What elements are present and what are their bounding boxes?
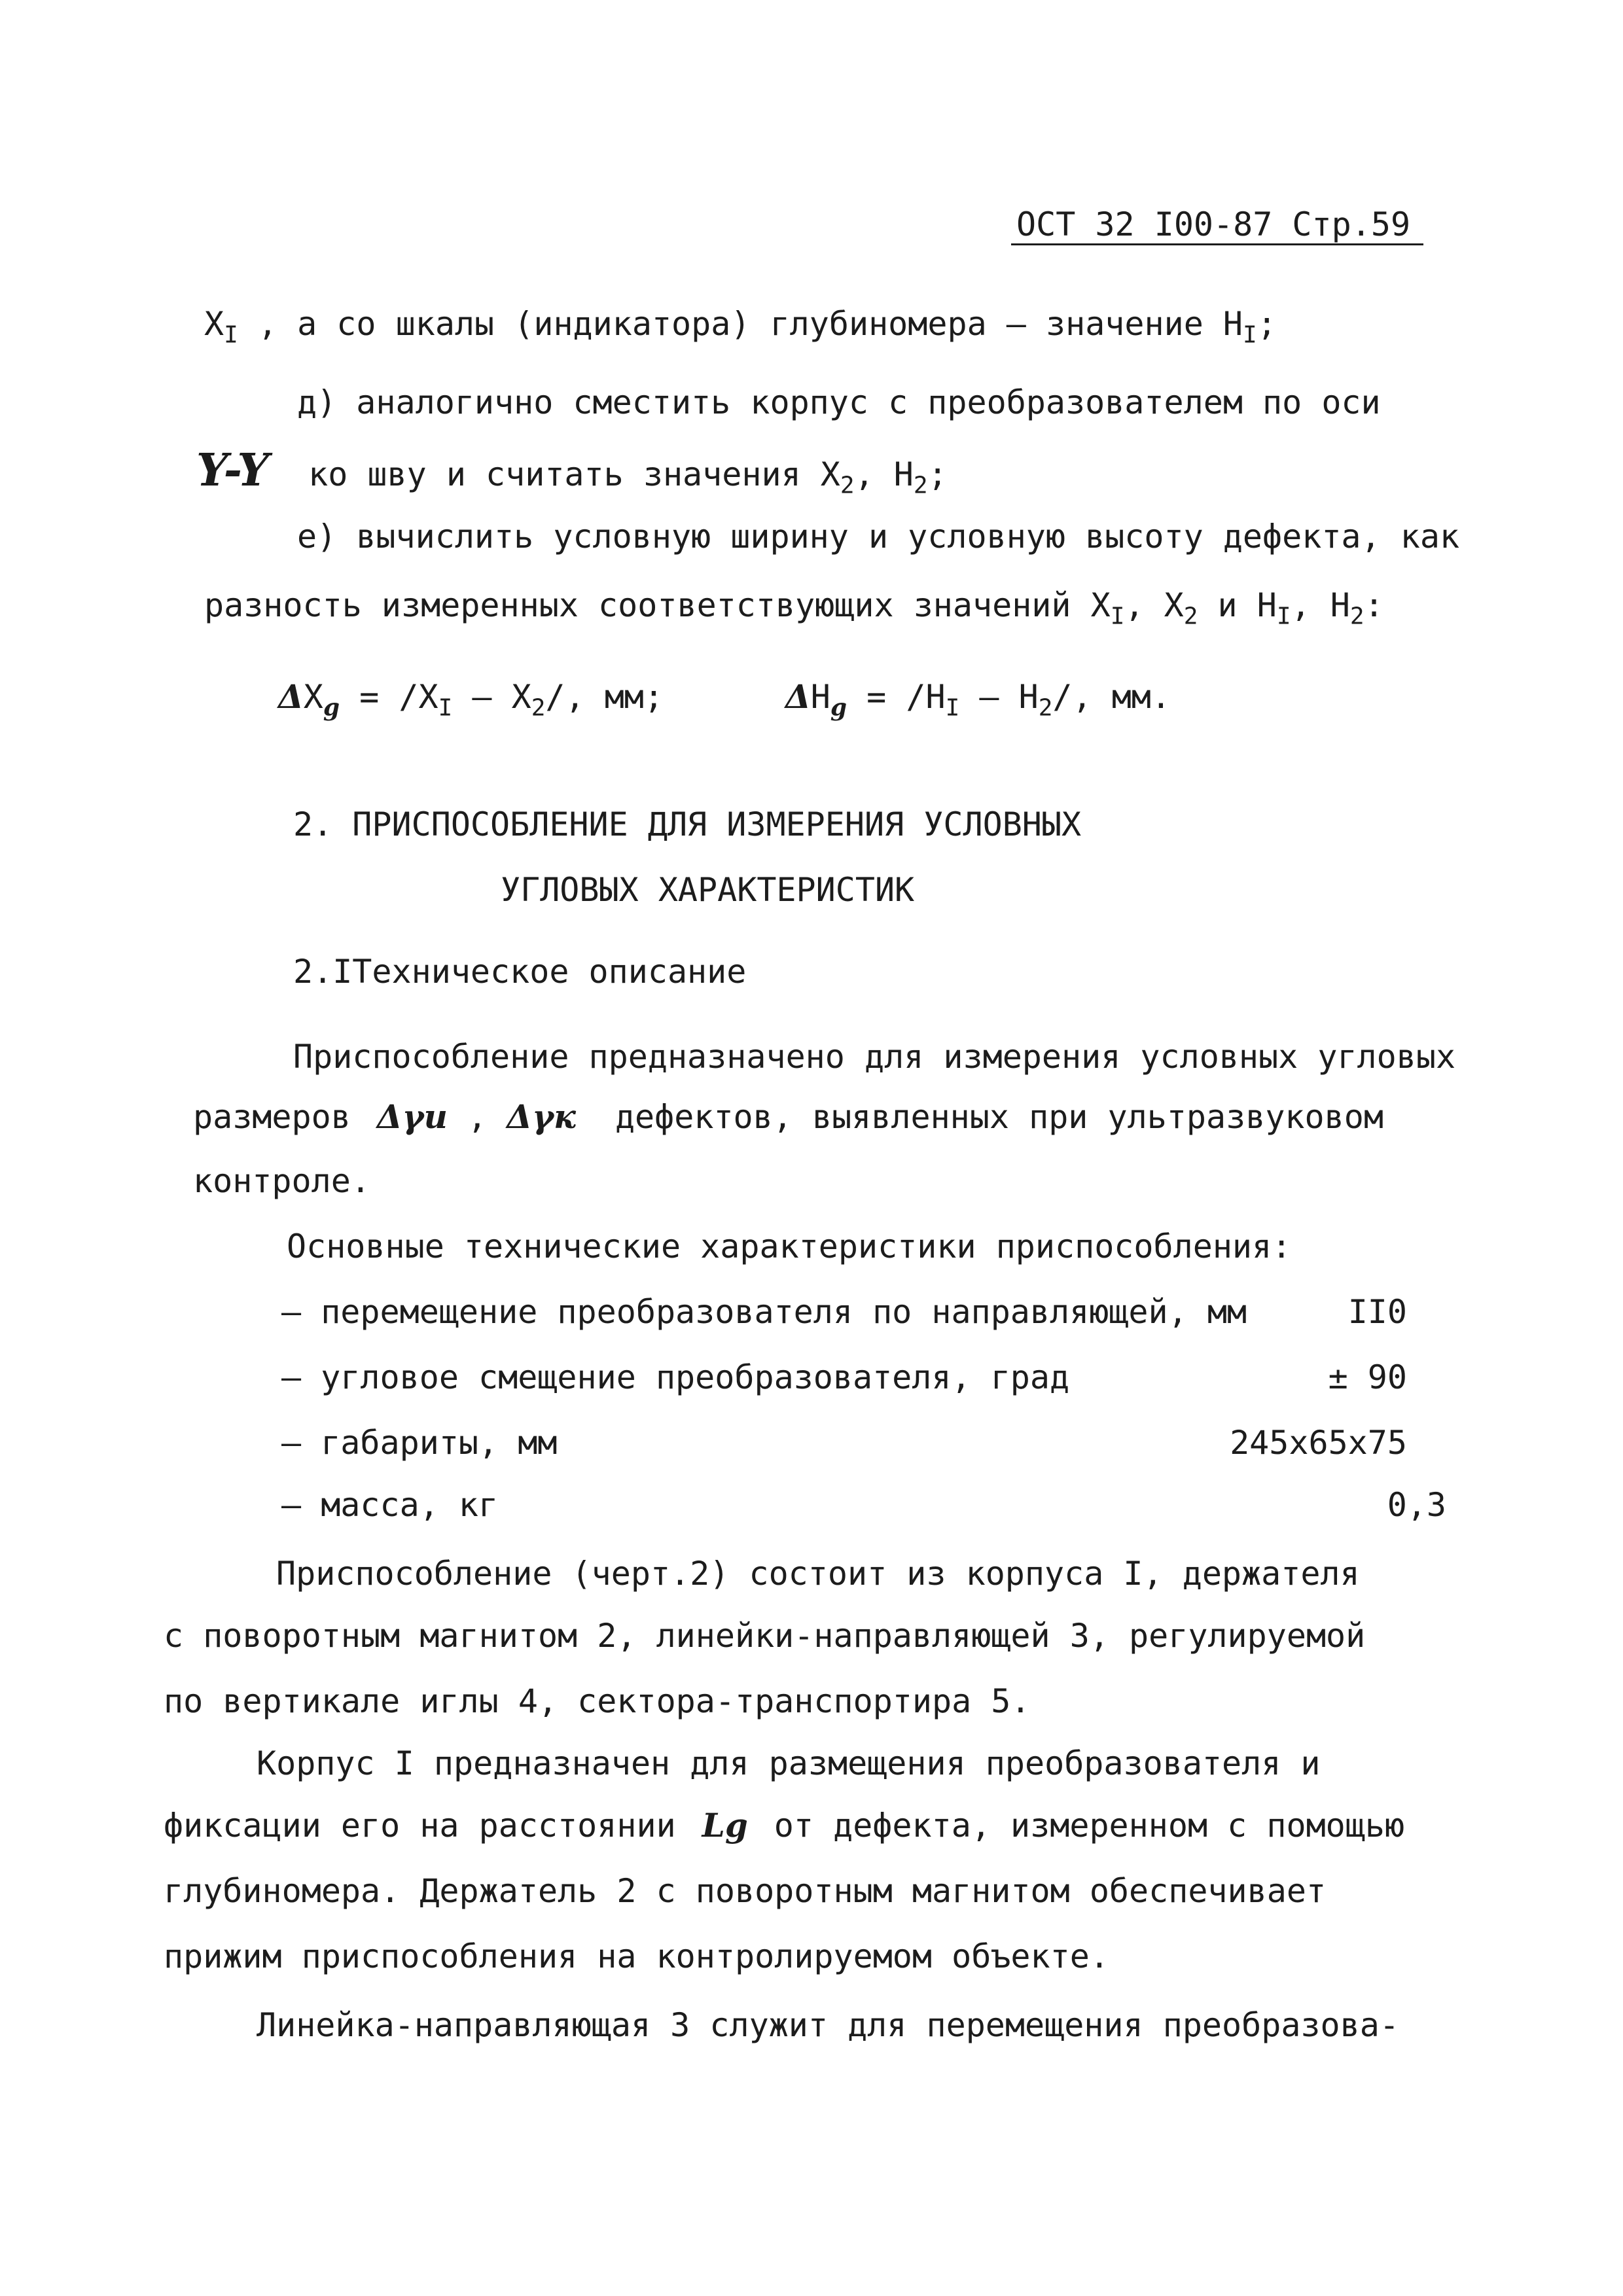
header-underline [1011, 243, 1423, 245]
spec-value: 0,3 [1387, 1486, 1446, 1524]
distance-symbol: Lg [702, 1806, 748, 1845]
spec-value: ± 90 [1328, 1358, 1407, 1396]
spec-value: II0 [1347, 1293, 1407, 1331]
text-line: $X_I$ , а со шкалы (индикатора) глубиномера – значение $H_I$; [204, 305, 1277, 349]
spec-label: – масса, кг [281, 1486, 499, 1524]
text-line: Приспособление предназначено для измерения условных угловых [293, 1038, 1456, 1076]
formula-height: $\Delta H_g = /H_I - H_2/$, мм. [785, 677, 1171, 722]
text-line: по вертикале иглы 4, сектора-транспортира 5. [164, 1682, 1031, 1720]
text-line: глубиномера. Держатель 2 с поворотным магнитом обеспечивает [164, 1872, 1327, 1910]
text-line: Приспособление (черт.2) состоит из корпуса I, держателя [276, 1555, 1360, 1593]
spec-label: – перемещение преобразователя по направляющей, мм [281, 1293, 1247, 1331]
spec-label: – габариты, мм [281, 1424, 558, 1462]
document-reference: ОСТ 32 I00-87 Стр.59 [1016, 205, 1411, 243]
text-line: разность измеренных соответствующих значений $X_I$, $X_2$ и $H_I$, $H_2$: [204, 586, 1384, 630]
text-line: Линейка-направляющая 3 служит для перемещения преобразова- [257, 2006, 1399, 2044]
formula-width: $\Delta X_g = /X_I - X_2/$, мм; [278, 677, 664, 722]
axis-label: Y-Y [196, 444, 269, 497]
section-heading: 2. ПРИСПОСОБЛЕНИЕ ДЛЯ ИЗМЕРЕНИЯ УСЛОВНЫХ [293, 805, 1082, 843]
sub-heading: 2.IТехническое описание [293, 953, 747, 991]
text-line: фиксации его на расстоянии Lg от дефекта, измеренном с помощью [164, 1806, 1405, 1845]
angle-symbol: Δγи [376, 1097, 448, 1136]
text-line: прижим приспособления на контролируемом объекте. [164, 1937, 1109, 1975]
spec-label: – угловое смещение преобразователя, град [281, 1358, 1070, 1396]
text-line: Корпус I предназначен для размещения преобразователя и [257, 1744, 1321, 1782]
text-line: Y-Y ко шву и считать значения $X_2$, $H_2$; [196, 444, 948, 499]
specs-title: Основные технические характеристики приспособления: [287, 1227, 1292, 1265]
spec-value: 245x65x75 [1230, 1424, 1407, 1462]
text-line: с поворотным магнитом 2, линейки-направляющей 3, регулируемой [164, 1617, 1366, 1655]
text-line: е) вычислить условную ширину и условную высоту дефекта, как [297, 518, 1460, 556]
section-heading: УГЛОВЫХ ХАРАКТЕРИСТИК [501, 871, 915, 909]
text-line: д) аналогично сместить корпус с преобразователем по оси [297, 383, 1381, 421]
text-line: размеров Δγи , Δγк дефектов, выявленных при ультразвуковом [193, 1097, 1383, 1136]
angle-symbol: Δγк [507, 1097, 576, 1136]
text-line: контроле. [193, 1162, 370, 1200]
